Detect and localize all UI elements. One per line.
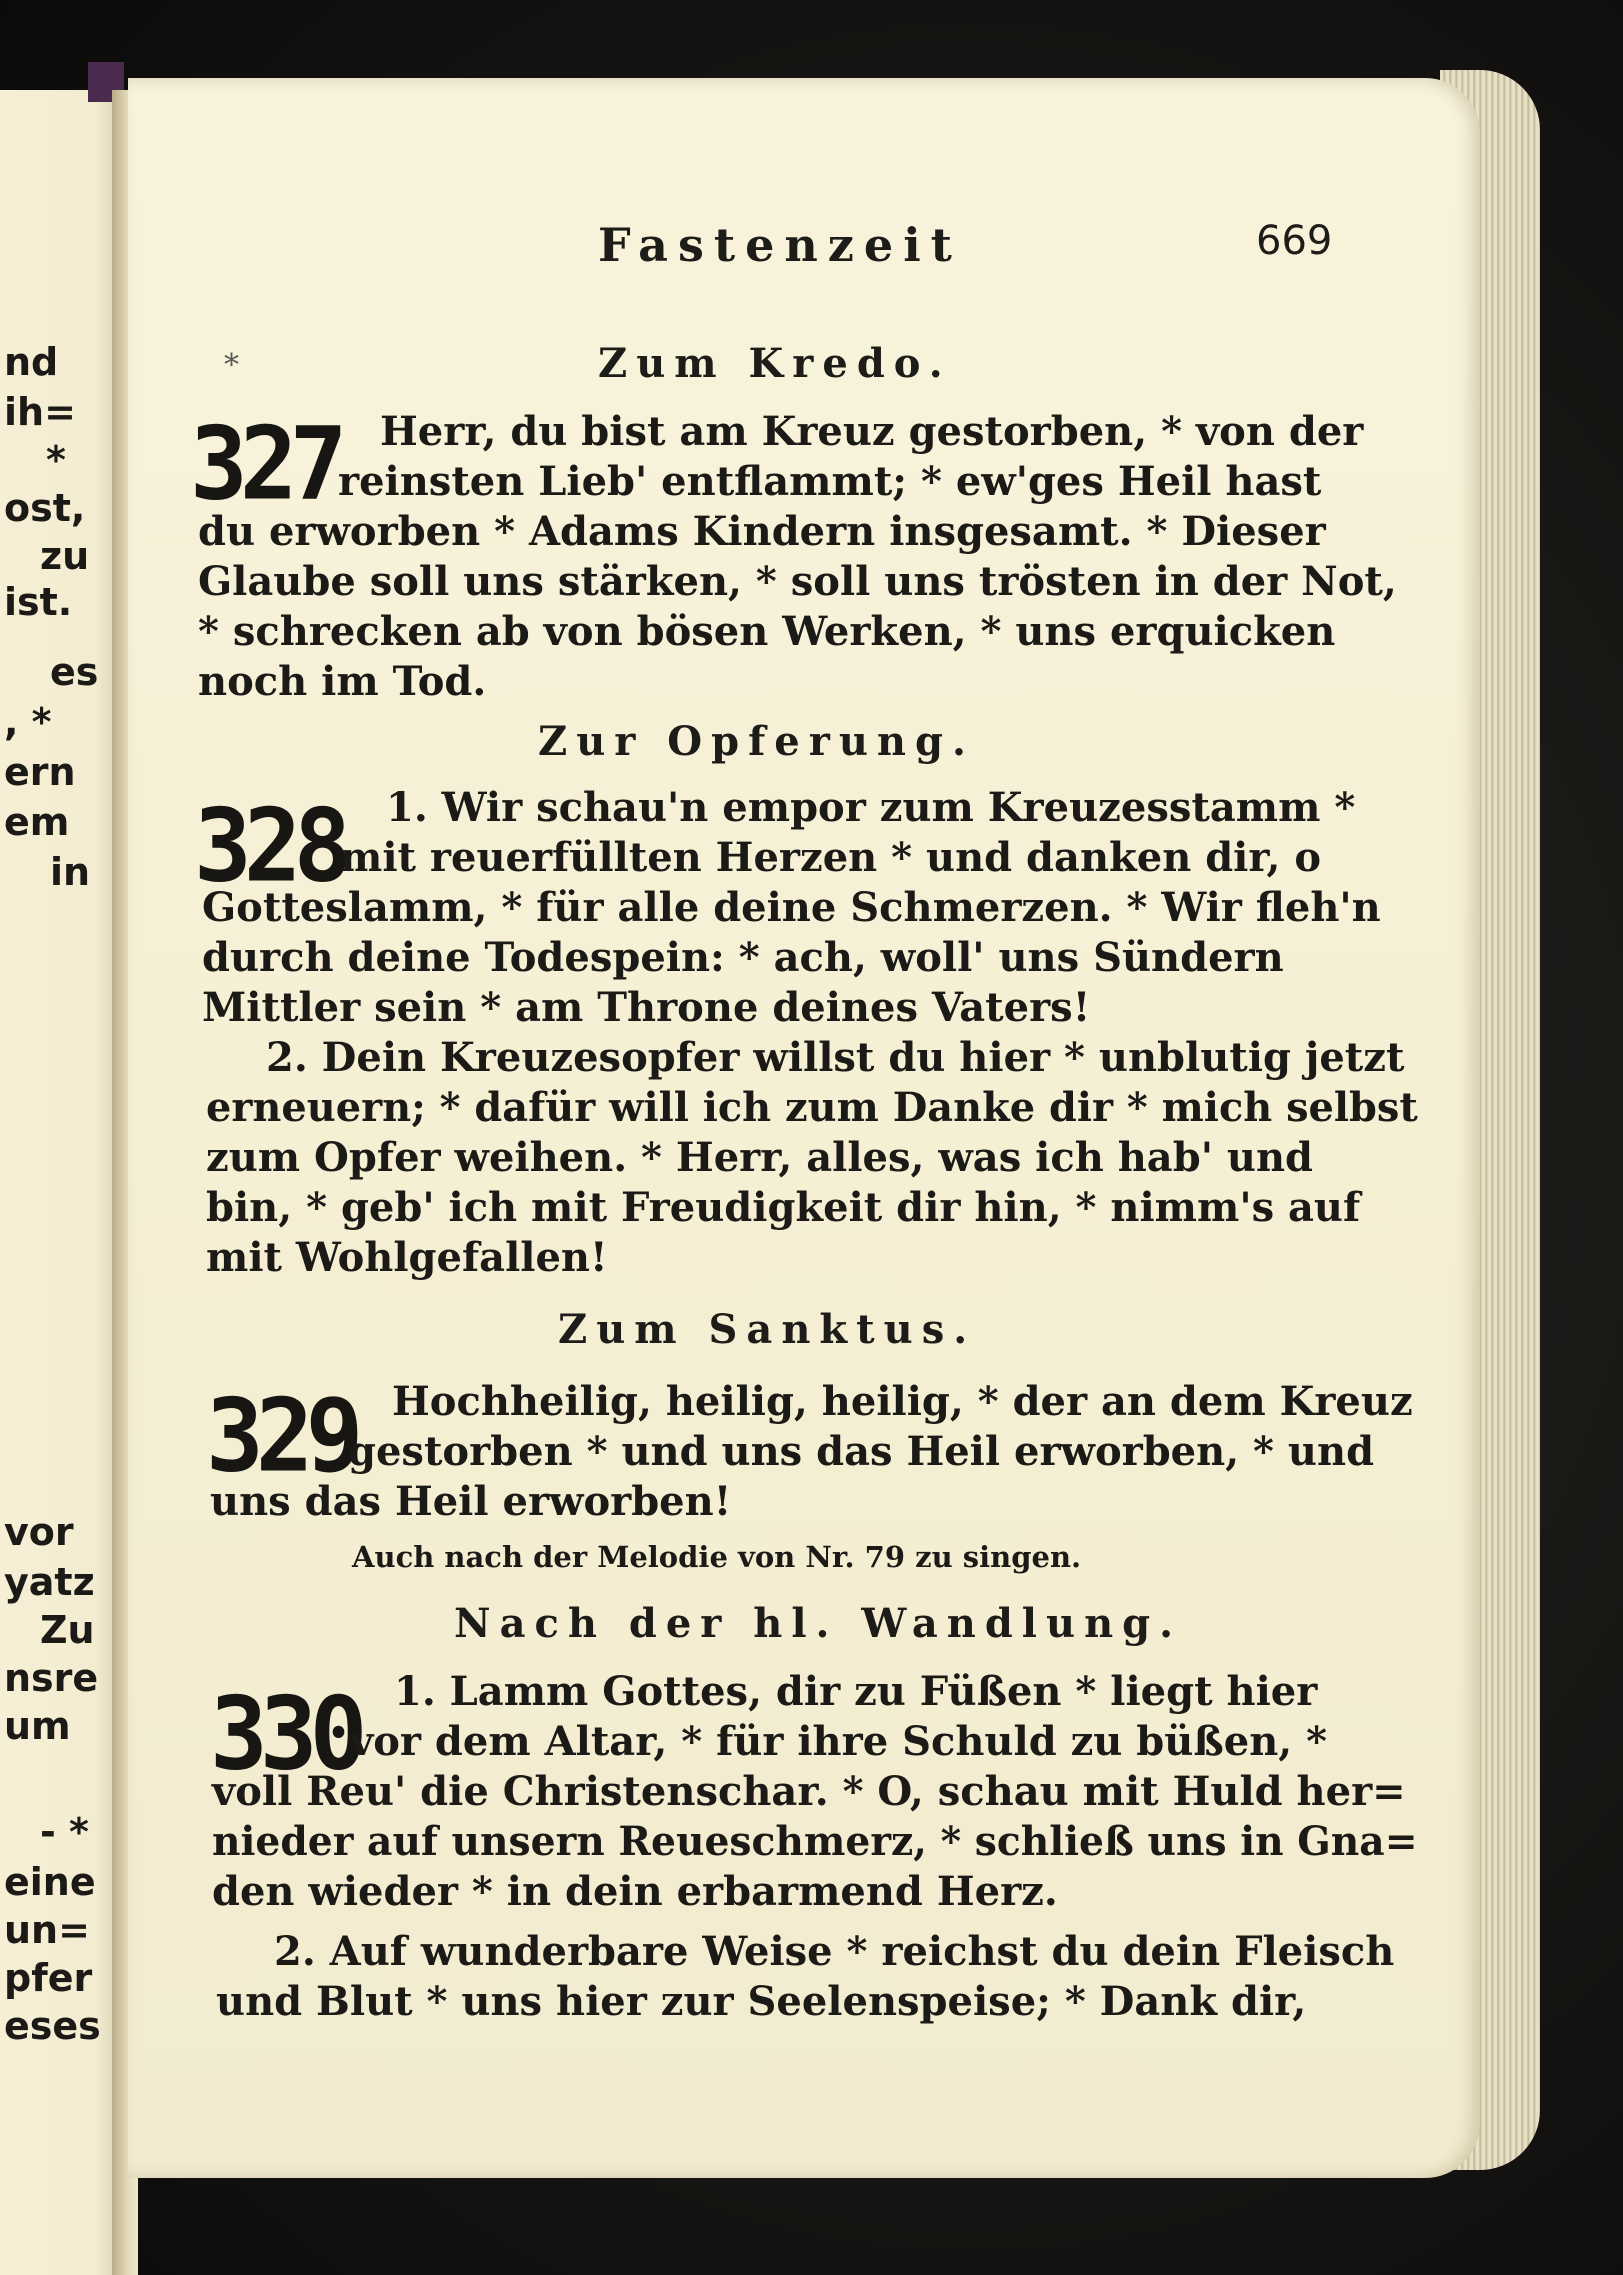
book-page [128, 78, 1480, 2178]
section-title-wandlung: Nach der hl. Wandlung. [454, 1600, 1183, 1647]
left-fragment: , * [4, 700, 52, 744]
left-fragment: zu [40, 534, 90, 578]
left-page [0, 90, 120, 2275]
text-line: mit Wohlgefallen! [206, 1234, 608, 1281]
running-head: Fastenzeit [598, 218, 962, 272]
text-line: * schrecken ab von bösen Werken, * uns erquicken [198, 608, 1336, 655]
left-fragment: nsre [4, 1656, 99, 1700]
text-line: 2. Auf wunderbare Weise * reichst du dein Fleisch [274, 1928, 1395, 1975]
left-fragment: un= [4, 1908, 90, 1952]
text-line: den wieder * in dein erbarmend Herz. [212, 1868, 1058, 1915]
left-fragment: eses [4, 2004, 101, 2048]
page-number: 669 [1256, 218, 1333, 264]
left-fragment: yatz [4, 1560, 95, 1604]
section-title-opferung: Zur Opferung. [538, 718, 975, 765]
text-line: 1. Lamm Gottes, dir zu Füßen * liegt hier [394, 1668, 1318, 1715]
left-fragment: ist. [4, 580, 73, 624]
left-fragment: eine [4, 1860, 96, 1904]
text-line: noch im Tod. [198, 658, 487, 705]
left-fragment: - * [40, 1810, 89, 1854]
left-fragment: es [50, 650, 99, 694]
text-line: reinsten Lieb' entflammt; * ew'ges Heil hast [338, 458, 1322, 505]
text-line: nieder auf unsern Reueschmerz, * schließ uns in Gna= [212, 1818, 1418, 1865]
section-title-kredo: Zum Kredo. [598, 340, 952, 387]
text-line: Hochheilig, heilig, heilig, * der an dem Kreuz [392, 1378, 1413, 1425]
text-line: Mittler sein * am Throne deines Vaters! [202, 984, 1091, 1031]
text-line: und Blut * uns hier zur Seelenspeise; * Dank dir, [216, 1978, 1307, 2025]
left-fragment: ern [4, 750, 76, 794]
text-line: vor dem Altar, * für ihre Schuld zu büßen, * [350, 1718, 1328, 1765]
text-line: Herr, du bist am Kreuz gestorben, * von der [380, 408, 1364, 455]
text-line: bin, * geb' ich mit Freudigkeit dir hin, * nimm's auf [206, 1184, 1361, 1231]
left-fragment: * [46, 438, 66, 482]
hymn-number-329: 329 [206, 1377, 356, 1495]
text-line: gestorben * und uns das Heil erworben, * und [348, 1428, 1375, 1475]
melody-note: Auch nach der Melodie von Nr. 79 zu singen. [352, 1540, 1082, 1574]
text-line: Glaube soll uns stärken, * soll uns trösten in der Not, [198, 558, 1397, 605]
left-fragment: Zu [40, 1608, 95, 1652]
page-header [128, 218, 1480, 278]
left-fragment: pfer [4, 1956, 93, 2000]
left-fragment: um [4, 1704, 71, 1748]
text-line: du erworben * Adams Kindern insgesamt. * Dieser [198, 508, 1326, 555]
section-title-sanktus: Zum Sanktus. [558, 1306, 977, 1353]
text-line: 2. Dein Kreuzesopfer willst du hier * unblutig jetzt [266, 1034, 1405, 1081]
text-line: Gotteslamm, * für alle deine Schmerzen. * Wir fleh'n [202, 884, 1381, 931]
left-fragment: vor [4, 1510, 74, 1554]
left-fragment: nd [4, 340, 59, 384]
hymn-number-328: 328 [194, 787, 344, 905]
left-fragment: ost, [4, 486, 86, 530]
hymn-number-330: 330 [210, 1675, 360, 1793]
text-line: mit reuerfüllten Herzen * und danken dir, o [340, 834, 1322, 881]
left-fragment: ih= [4, 390, 76, 434]
text-line: durch deine Todespein: * ach, woll' uns Sündern [202, 934, 1284, 981]
left-fragment: in [50, 850, 91, 894]
text-line: erneuern; * dafür will ich zum Danke dir * mich selbst [206, 1084, 1418, 1131]
hymn-number-327: 327 [190, 405, 340, 523]
text-line: voll Reu' die Christenschar. * O, schau mit Huld her= [212, 1768, 1406, 1815]
asterisk-mark: * [224, 348, 239, 383]
text-line: zum Opfer weihen. * Herr, alles, was ich hab' und [206, 1134, 1313, 1181]
text-line: 1. Wir schau'n empor zum Kreuzesstamm * [386, 784, 1356, 831]
text-line: uns das Heil erworben! [210, 1478, 732, 1525]
left-fragment: em [4, 800, 70, 844]
